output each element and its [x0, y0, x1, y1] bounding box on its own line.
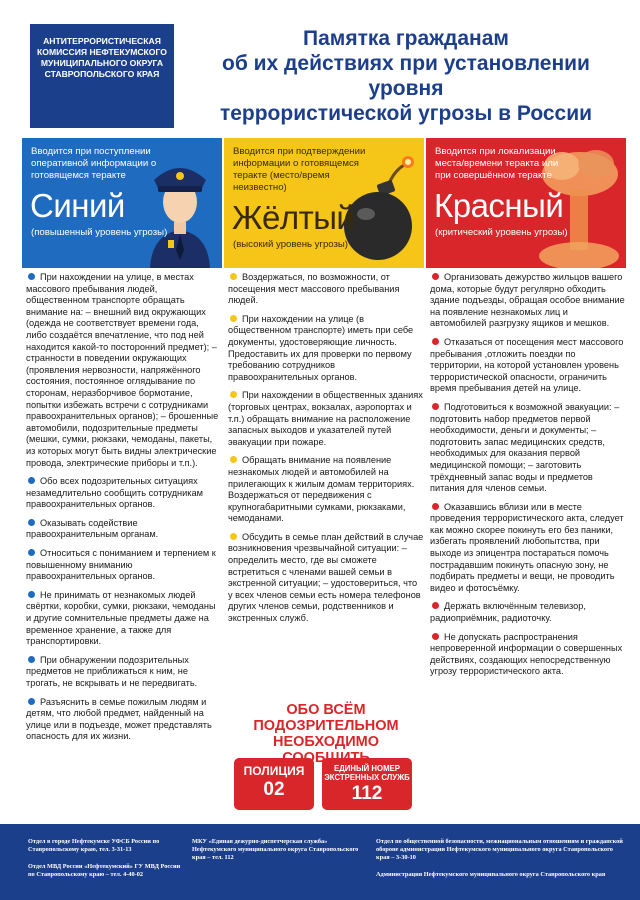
- report-warning: [228, 702, 424, 766]
- list-item: При нахождении на улице (в общественном транспорте) иметь при себе документы, удостоверяющие личность. Предоставить их для проверки по первому требованию сотрудников правоохранительных органов.: [228, 313, 414, 382]
- emergency-phone-box: [322, 758, 412, 810]
- list-item: Не допускать распространения непроверенной информации о совершенных действиях, создающих непосредственную угрозу террористического акта.: [430, 631, 623, 677]
- level-yellow-name: Жёлтый: [232, 199, 355, 236]
- level-blue-name: Синий: [30, 187, 125, 224]
- footer-fsb-contact: Отдел в городе Нефтекумске УФСБ России по Ставропольскому краю, тел. 3-31-13: [28, 838, 160, 853]
- list-item: При нахождении в общественных зданиях (торговых центрах, вокзалах, аэропортах и т.п.) обращать внимание на расположение запасных выходов и указателей путей эвакуации при пожаре.: [228, 390, 423, 447]
- level-yellow-panel: [224, 138, 424, 268]
- list-item: При обнаружении подозрительных предметов не приближаться к ним, не трогать, не вскрывать и не передвигать.: [26, 654, 198, 688]
- level-red-name: Красный: [434, 187, 564, 224]
- emergency-label: ЕДИНЫЙ НОМЕР ЭКСТРЕННЫХ СЛУЖБ: [324, 764, 410, 782]
- level-blue-subtitle: Вводится при поступлении оперативной информации о готовящемся теракте: [31, 146, 157, 181]
- footer-col-2: [192, 838, 362, 862]
- warning-line-2: ПОДОЗРИТЕЛЬНОМ: [253, 718, 399, 734]
- list-item: Относиться с пониманием и терпением к повышенному вниманию правоохранительных органов.: [26, 548, 216, 582]
- level-blue-panel: [22, 138, 222, 268]
- list-item: При нахождении на улице, в местах массового пребывания людей, общественном транспорте обращать внимание на: – внешний вид окружающих (одежда не соответствует времени года, либо создаётся впечатление, что под ней находится какой-то посторонний предмет); – странности в поведении окружающих (проявления нервозности, напряжённого состояния, постоянное оглядывание по сторонам, неразборчивое бормотание, попытки избежать встречи с сотрудниками правоохранительных органов); – брошенные автомобили, подозрительные предметы (мешки, сумки, рюкзаки, чемоданы, пакеты, из которых могут быть видны электрические провода, электрические приборы и т.п.).: [26, 272, 219, 468]
- police-number: 02: [263, 779, 285, 800]
- yellow-instructions: [228, 272, 424, 632]
- list-item: Отказаться от посещения мест массового пребывания ,отложить поездки по территории, на которой установлен уровень террористической опасности, ограничить время пребывания детей на улице.: [430, 336, 624, 394]
- footer-edds-contact: МКУ «Единая дежурно-диспетчерская служба» Нефтекумского муниципального округа Ставропольского края – тел. 112: [192, 838, 359, 861]
- footer-security-dept-contact: Отдел по общественной безопасности, межнациональным отношениям и гражданской обороне администрации Нефтекумского муниципального округа Ставропольского края – 3-30-10: [376, 838, 623, 861]
- list-item: Обращать внимание на появление незнакомых людей и автомобилей на прилегающих к жилым домам территориях. Воздержаться от передвижения с крупногабаритными сумками, рюкзаками, чемоданами.: [228, 455, 415, 524]
- title-line-2: об их действиях при установлении уровня: [222, 52, 590, 100]
- police-label: ПОЛИЦИЯ: [243, 764, 305, 778]
- list-item: Разъяснить в семье пожилым людям и детям, что любой предмет, найденный на улице или в подъезде, может представлять опасность для их жизни.: [26, 696, 212, 742]
- footer-col-3: [376, 838, 626, 879]
- org-name: АНТИТЕРРОРИСТИЧЕСКАЯ КОМИССИЯ НЕФТЕКУМСКОГО МУНИЦИПАЛЬНОГО ОКРУГА СТАВРОПОЛЬСКОГО КРАЯ: [37, 36, 167, 79]
- level-red-desc: (критический уровень угрозы): [435, 227, 568, 238]
- police-phone-box: [234, 758, 314, 810]
- footer: [0, 824, 640, 900]
- level-red-subtitle: Вводится при локализации места/времени теракта или при совершённом теракте: [435, 146, 559, 181]
- org-name-box: [30, 24, 174, 128]
- list-item: Держать включённым телевизор, радиоприёмник, радиоточку.: [430, 601, 586, 624]
- list-item: Оказывать содействие правоохранительным органам.: [26, 517, 159, 540]
- title-line-3: террористической угрозы в России: [219, 102, 593, 125]
- title-line-1: Памятка гражданам: [303, 27, 509, 50]
- list-item: Подготовиться к возможной эвакуации: – подготовить набор предметов первой необходимости, деньги и документы; – подготовить запас медицинских средств, необходимых для оказания первой медицинской помощи; – заготовить трёхдневный запас воды и предметов питания для членов семьи.: [430, 401, 620, 494]
- level-yellow-subtitle: Вводится при подтверждении информации о готовящемся теракте (место/время неизвестно): [233, 146, 366, 193]
- page-title: [186, 26, 626, 126]
- level-yellow-desc: (высокий уровень угрозы): [233, 239, 349, 250]
- red-instructions: [430, 272, 626, 685]
- footer-mvd-contact: Отдел МВД России «Нефтекумский» ГУ МВД России по Ставропольскому краю – тел. 4-40-02: [28, 863, 181, 878]
- level-blue-desc: (повышенный уровень угрозы): [31, 227, 168, 238]
- footer-administration: Администрация Нефтекумского муниципального округа Ставропольского края: [376, 871, 606, 878]
- list-item: Не принимать от незнакомых людей свёртки, коробки, сумки, рюкзаки, чемоданы и другие сомнительные предметы даже на временное хранение, а также для транспортировки.: [26, 589, 216, 647]
- list-item: Организовать дежурство жильцов вашего дома, которые будут регулярно обходить здание подъезды, обращая особое внимание на появление незнакомых лиц и автомобилей разгрузку ящиков и мешков.: [430, 272, 625, 329]
- warning-line-1: ОБО ВСЁМ: [286, 702, 366, 718]
- list-item: Оказавшись вблизи или в месте проведения террористического акта, следует как можно скорее покинуть его без паники, избегать проявлений любопытства, при выходе из эпицентра постараться помочь пострадавшим покинуть опасную зону, не подбирать предметы и вещи, не проводить видео и фотосъёмку.: [430, 501, 624, 593]
- list-item: Обсудить в семье план действий в случае возникновения чрезвычайной ситуации: – определить место, где вы сможете встретиться с членами вашей семьи в экстренной ситуации; – удостовериться, что у всех членов семьи есть номера телефонов других членов семьи, родственников и экстренных служб.: [228, 531, 424, 624]
- list-item: Обо всех подозрительных ситуациях незамедлительно сообщить сотрудникам правоохранительных органов.: [26, 476, 203, 510]
- emergency-number: 112: [351, 783, 383, 804]
- blue-instructions: [26, 272, 222, 750]
- footer-col-1: [28, 838, 183, 879]
- level-red-panel: [426, 138, 626, 268]
- list-item: Воздержаться, по возможности, от посещения мест массового пребывания людей.: [228, 272, 400, 306]
- warning-line-3: НЕОБХОДИМО: [273, 734, 379, 750]
